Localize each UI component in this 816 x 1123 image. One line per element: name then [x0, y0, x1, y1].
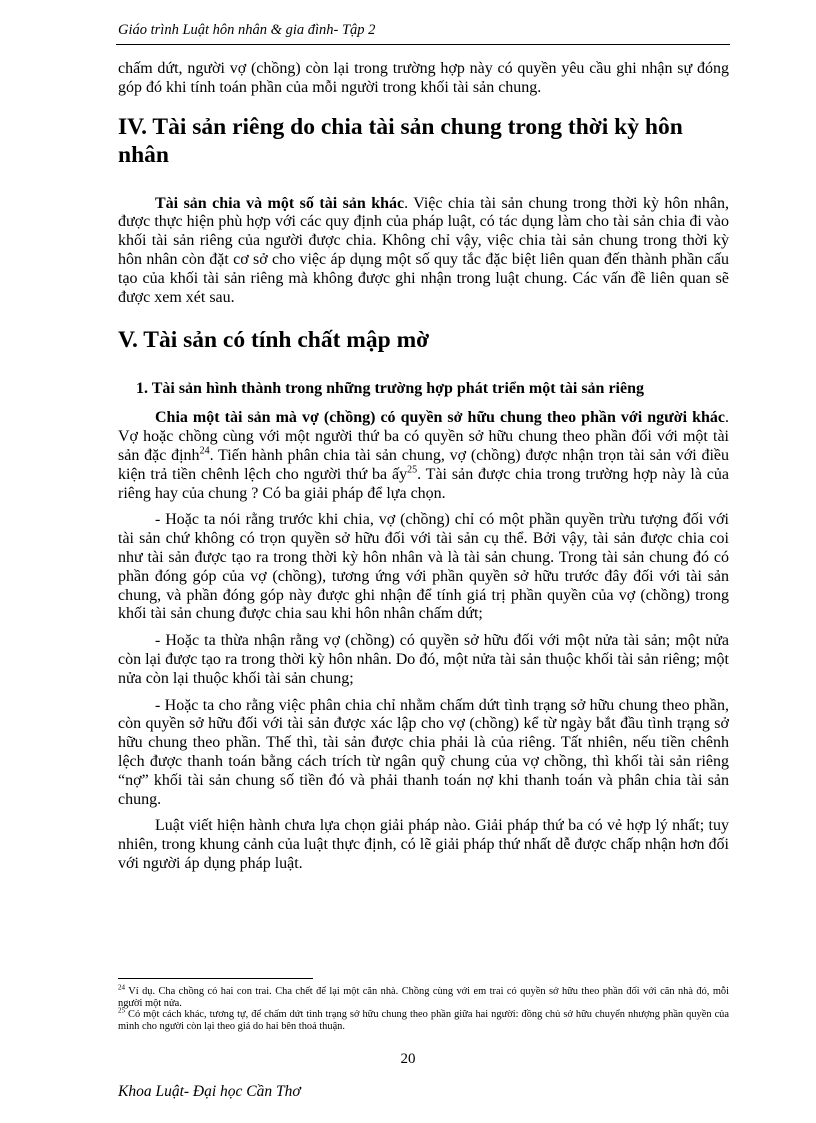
footnote-24 [118, 983, 729, 1009]
footnote-number: 25 [118, 1006, 125, 1015]
footnote-text: Có một cách khác, tương tự, để chấm dứt tình trạng sở hữu chung theo phần giữa hai người: đồng chủ sở hữu chuyển nhượng phần quyền của mình cho người còn lại theo giá do hai bên thoả thuận. [118, 1009, 729, 1033]
paragraph-v1-text-a: . Vợ hoặc chồng cùng với một người thứ ba có quyền sở hữu chung theo phần đối với một tài sản đặc định [118, 409, 729, 464]
page-content [118, 60, 729, 874]
paragraph-v1-lead: Chia một tài sản mà vợ (chồng) có quyền sở hữu chung theo phần với người khác [155, 409, 725, 427]
running-header: Giáo trình Luật hôn nhân & gia đình- Tập 2 [118, 22, 376, 38]
option-3-paragraph: - Hoặc ta cho rằng việc phân chia chỉ nhằm chấm dứt tình trạng sở hữu chung theo phần, còn quyền sở hữu đối với tài sản được xác lập cho vợ (chồng) kể từ ngày bắt đầu tình trạng sở hữu chung theo phần. Thế thì, tài sản được chia phải là của riêng. Tất nhiên, nếu tiền chênh lệch được thanh toán bằng cách trích từ ngân quỹ chung của vợ chồng, thì khối tài sản riêng “nợ” khối tài sản chung số tiền đó và phải thanh toán nợ khi thanh toán và phân chia tài sản chung. [118, 696, 729, 808]
paragraph-v1-text-c: . Tài sản được chia trong trường hợp này là của riêng hay của chung ? Có ba giải pháp để lựa chọn. [118, 465, 730, 502]
paragraph-v1-text-b: . Tiến hành phân chia tài sản chung, vợ (chồng) được nhận trọn tài sản với điều kiện trả tiền chênh lệch cho người thứ ba ấy [118, 446, 730, 483]
option-2-paragraph: - Hoặc ta thừa nhận rằng vợ (chồng) có quyền sở hữu đối với một nửa tài sản; một nửa còn lại được tạo ra trong thời kỳ hôn nhân. Do đó, một nửa tài sản thuộc khối tài sản riêng; một nửa còn lại thuộc khối tài sản chung; [118, 632, 729, 687]
paragraph-v1 [118, 409, 729, 503]
footnote-number: 24 [118, 983, 125, 992]
header-rule [116, 44, 730, 45]
footnote-text: Ví dụ. Cha chồng có hai con trai. Cha chết để lại một căn nhà. Chồng cùng với em trai có quyền sở hữu theo phần đối với căn nhà đó, mỗi người một nửa. [118, 986, 729, 1009]
conclusion-paragraph: Luật viết hiện hành chưa lựa chọn giải pháp nào. Giải pháp thứ ba có vẻ hợp lý nhất; tuy nhiên, trong khung cảnh của luật thực định, có lẽ giải pháp thứ nhất dễ được chấp nhận hơn đối với người áp dụng pháp luật. [118, 817, 729, 872]
page-number: 20 [400, 1051, 416, 1067]
section-heading-iv: IV. Tài sản riêng do chia tài sản chung trong thời kỳ hôn nhân [118, 113, 683, 168]
footnote-ref-25[interactable]: 25 [407, 464, 418, 476]
footnote-ref-24[interactable]: 24 [199, 445, 210, 457]
subsection-heading-v1: 1. Tài sản hình thành trong những trường hợp phát triển một tài sản riêng [136, 380, 644, 398]
option-1-paragraph: - Hoặc ta nói rằng trước khi chia, vợ (chồng) chỉ có một phần quyền trừu tượng đối với tài sản chứ không có trọn quyền sở hữu đối với tài sản cụ thể. Bởi vậy, tài sản được chia coi như tài sản được tạo ra trong thời kỳ hôn nhân và là tài sản chung. Trong tài sản chung đó có phần đóng góp của vợ (chồng), tương ứng với phần quyền sở hữu trước đây đối với tài sản chung, và phần đóng góp này được ghi nhận để tính giá trị phần quyền của vợ (chồng) trong khối tài sản chung được chia sau khi hôn nhân chấm dứt; [118, 511, 729, 623]
footnote-separator [118, 978, 313, 979]
running-footer: Khoa Luật- Đại học Cần Thơ [118, 1083, 301, 1100]
paragraph-iv-text: . Việc chia tài sản chung trong thời kỳ hôn nhân, được thực hiện phù hợp với các quy định của pháp luật, có tác dụng làm cho tài sản chia đi vào khối tài sản riêng của người được chia. Không chỉ vậy, việc chia tài sản chung trong thời kỳ hôn nhân còn đặt cơ sở cho việc áp dụng một số quy tắc đặc biệt liên quan đến thành phần cấu tạo của khối tài sản riêng mà không được ghi nhận trong luật chung. Các vấn đề liên quan sẽ được xem xét sau. [118, 194, 729, 306]
footnote-25 [118, 1006, 729, 1033]
paragraph-iv [118, 195, 729, 308]
continuation-paragraph: chấm dứt, người vợ (chồng) còn lại trong trường hợp này có quyền yêu cầu ghi nhận sự đóng góp đó khi tính toán phần của mỗi người trong khối tài sản chung. [118, 60, 729, 96]
footnotes [118, 983, 729, 1033]
paragraph-iv-lead: Tài sản chia và một số tài sản khác [155, 194, 405, 212]
section-heading-v: V. Tài sản có tính chất mập mờ [118, 327, 430, 354]
